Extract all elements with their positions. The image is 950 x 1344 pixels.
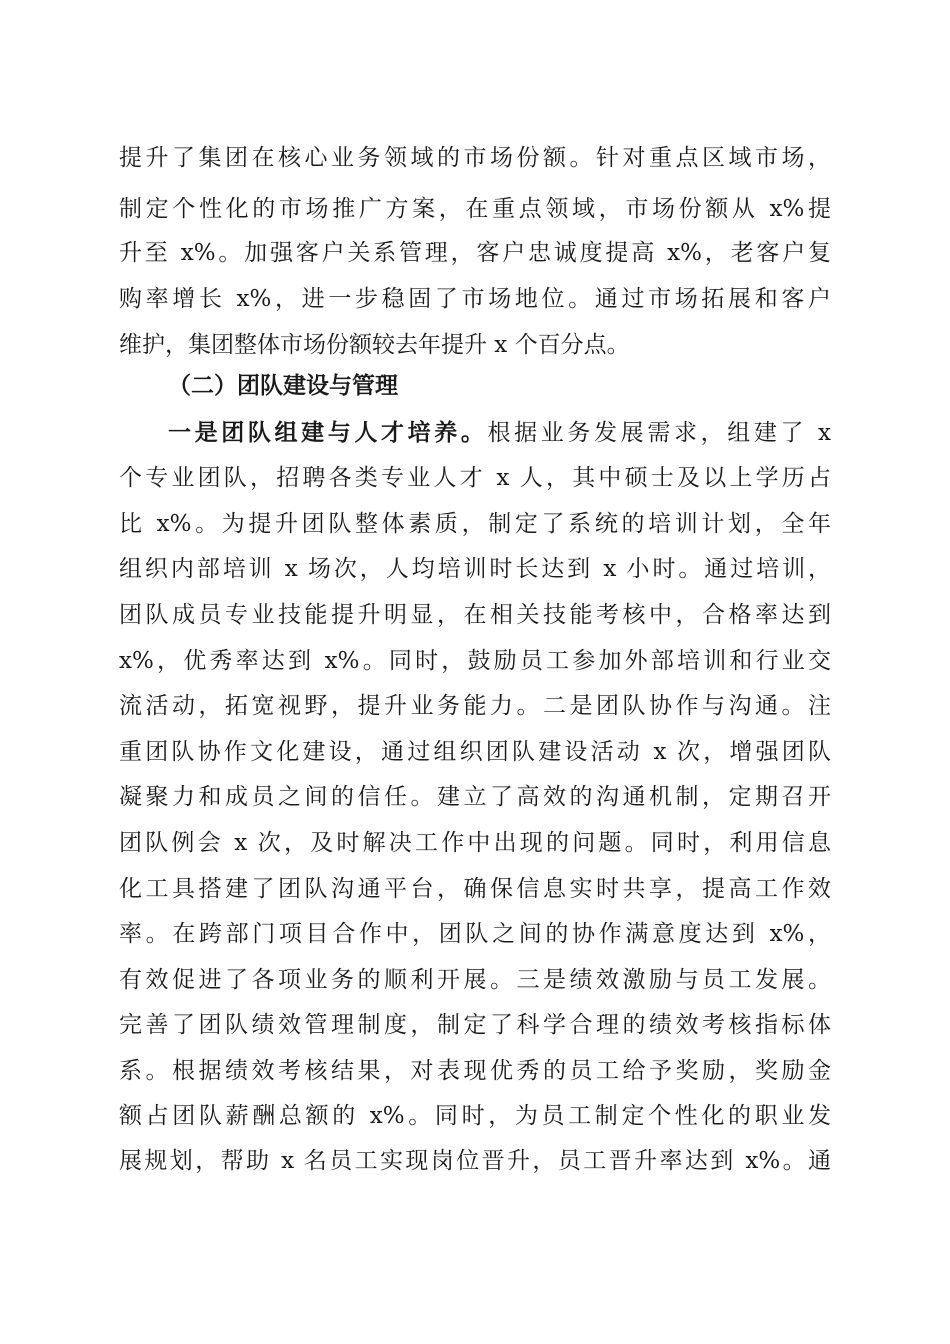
paragraph-line: 完善了团队绩效管理制度，制定了科学合理的绩效考核指标体 — [119, 1012, 831, 1038]
paragraph-line: 系。根据绩效考核结果，对表现优秀的员工给予奖励，奖励金 — [119, 1058, 831, 1084]
paragraph-line: 提升了集团在核心业务领域的市场份额。针对重点区域市场， — [119, 145, 831, 171]
paragraph-lead-rest: 根据业务发展需求，组建了 x — [487, 420, 831, 446]
paragraph-line: 流活动，拓宽视野，提升业务能力。二是团队协作与沟通。注 — [119, 693, 831, 719]
paragraph-first-line — [168, 413, 831, 453]
section-heading: （二）团队建设与管理 — [168, 372, 398, 399]
paragraph-line: 购率增长 x%，进一步稳固了市场地位。通过市场拓展和客户 — [119, 286, 831, 312]
paragraph-line: x%，优秀率达到 x%。同时，鼓励员工参加外部培训和行业交 — [119, 648, 831, 674]
paragraph-line: 率。在跨部门项目合作中，团队之间的协作满意度达到 x%， — [119, 921, 831, 947]
paragraph-line: 团队例会 x 次，及时解决工作中出现的问题。同时，利用信息 — [119, 830, 831, 856]
paragraph-line: 比 x%。为提升团队整体素质，制定了系统的培训计划，全年 — [119, 511, 831, 537]
paragraph-line: 制定个性化的市场推广方案，在重点领域，市场份额从 x%提 — [119, 196, 831, 222]
paragraph-line: 有效促进了各项业务的顺利开展。三是绩效激励与员工发展。 — [119, 967, 831, 993]
paragraph-line: 升至 x%。加强客户关系管理，客户忠诚度提高 x%，老客户复 — [119, 240, 831, 266]
paragraph-lead: 一是团队组建与人才培养。 — [168, 419, 488, 446]
paragraph-line: 重团队协作文化建设，通过组织团队建设活动 x 次，增强团队 — [119, 739, 831, 765]
paragraph-line: 额占团队薪酬总额的 x%。同时，为员工制定个性化的职业发 — [119, 1103, 831, 1129]
paragraph-line: 个专业团队，招聘各类专业人才 x 人，其中硕士及以上学历占 — [119, 465, 831, 491]
paragraph-line: 维护，集团整体市场份额较去年提升 x 个百分点。 — [119, 332, 630, 358]
paragraph-line: 化工具搭建了团队沟通平台，确保信息实时共享，提高工作效 — [119, 876, 831, 902]
paragraph-line: 展规划，帮助 x 名员工实现岗位晋升，员工晋升率达到 x%。通 — [119, 1148, 831, 1174]
paragraph-line: 团队成员专业技能提升明显，在相关技能考核中，合格率达到 — [119, 602, 831, 628]
paragraph-line: 凝聚力和成员之间的信任。建立了高效的沟通机制，定期召开 — [119, 784, 831, 810]
paragraph-line: 组织内部培训 x 场次，人均培训时长达到 x 小时。通过培训， — [119, 556, 831, 582]
